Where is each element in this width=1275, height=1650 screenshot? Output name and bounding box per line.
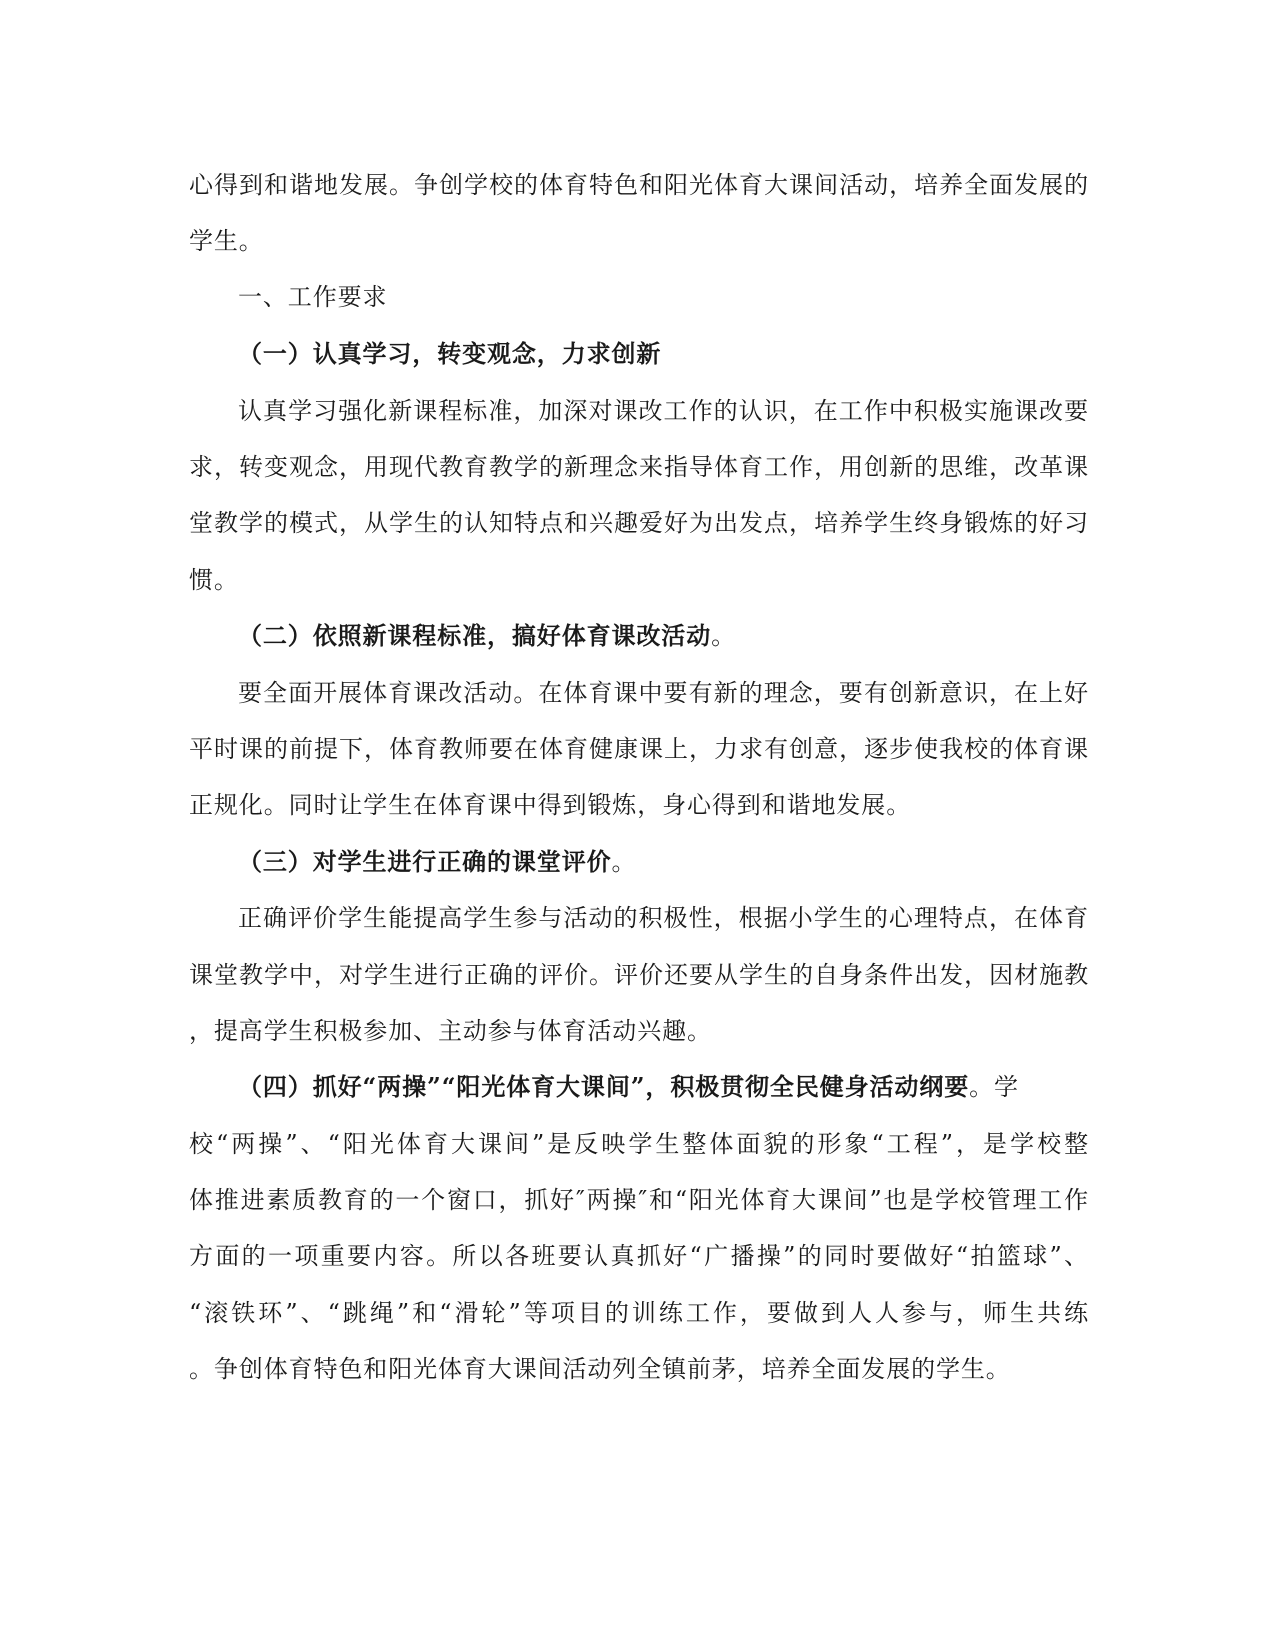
paragraph-line: 方面的一项重要内容。所以各班要认真抓好“广播操”的同时要做好“拍篮球”、 <box>189 1242 1089 1270</box>
paragraph-line: 正规化。同时让学生在体育课中得到锻炼，身心得到和谐地发展。 <box>189 791 912 819</box>
paragraph-line: ，提高学生积极参加、主动参与体育活动兴趣。 <box>189 1017 712 1045</box>
subsection-heading <box>238 847 1138 877</box>
paragraph-line: 要全面开展体育课改活动。在体育课中要有新的理念，要有创新意识，在上好 <box>238 679 1089 707</box>
subsection-heading <box>238 339 1138 369</box>
paragraph-line: 求，转变观念，用现代教育教学的新理念来指导体育工作，用创新的思维，改革课 <box>189 453 1089 481</box>
subsection-heading-text: （四）抓好“两操”“阳光体育大课间”，积极贯彻全民健身活动纲要 <box>238 1072 970 1101</box>
subsection-heading-tail: 。学 <box>969 1073 1019 1101</box>
subsection-heading <box>238 1072 1138 1102</box>
subsection-heading-tail: 。 <box>611 848 637 876</box>
subsection-heading-text: （三）对学生进行正确的课堂评价 <box>238 847 612 876</box>
paragraph-line: 体推进素质教育的一个窗口，抓好″两操″和“阳光体育大课间”也是学校管理工作 <box>189 1186 1089 1214</box>
subsection-heading-text: （二）依照新课程标准，搞好体育课改活动 <box>238 621 712 650</box>
paragraph-line: 正确评价学生能提高学生参与活动的积极性，根据小学生的心理特点，在体育 <box>238 904 1089 932</box>
paragraph-line: 认真学习强化新课程标准，加深对课改工作的认识，在工作中积极实施课改要 <box>238 397 1089 425</box>
paragraph-line: 惯。 <box>189 566 239 594</box>
paragraph-line: “滚铁环”、“跳绳”和“滑轮”等项目的训练工作，要做到人人参与，师生共练 <box>189 1299 1089 1327</box>
subsection-heading <box>238 621 1138 651</box>
subsection-heading-text: （一）认真学习，转变观念，力求创新 <box>238 339 662 368</box>
subsection-heading-tail: 。 <box>711 622 737 650</box>
paragraph-line: 。争创体育特色和阳光体育大课间活动列全镇前茅，培养全面发展的学生。 <box>189 1355 1011 1383</box>
paragraph-line: 堂教学的模式，从学生的认知特点和兴趣爱好为出发点，培养学生终身锻炼的好习 <box>189 509 1089 537</box>
paragraph-line: 平时课的前提下，体育教师要在体育健康课上，力求有创意，逐步使我校的体育课 <box>189 735 1089 763</box>
paragraph-line: 心得到和谐地发展。争创学校的体育特色和阳光体育大课间活动，培养全面发展的 <box>189 171 1089 199</box>
paragraph-line: 学生。 <box>189 227 264 255</box>
paragraph-line: 校“两操”、“阳光体育大课间”是反映学生整体面貌的形象“工程”，是学校整 <box>189 1130 1089 1158</box>
paragraph-line: 课堂教学中，对学生进行正确的评价。评价还要从学生的自身条件出发，因材施教 <box>189 961 1089 989</box>
section-heading: 一、工作要求 <box>238 283 388 311</box>
